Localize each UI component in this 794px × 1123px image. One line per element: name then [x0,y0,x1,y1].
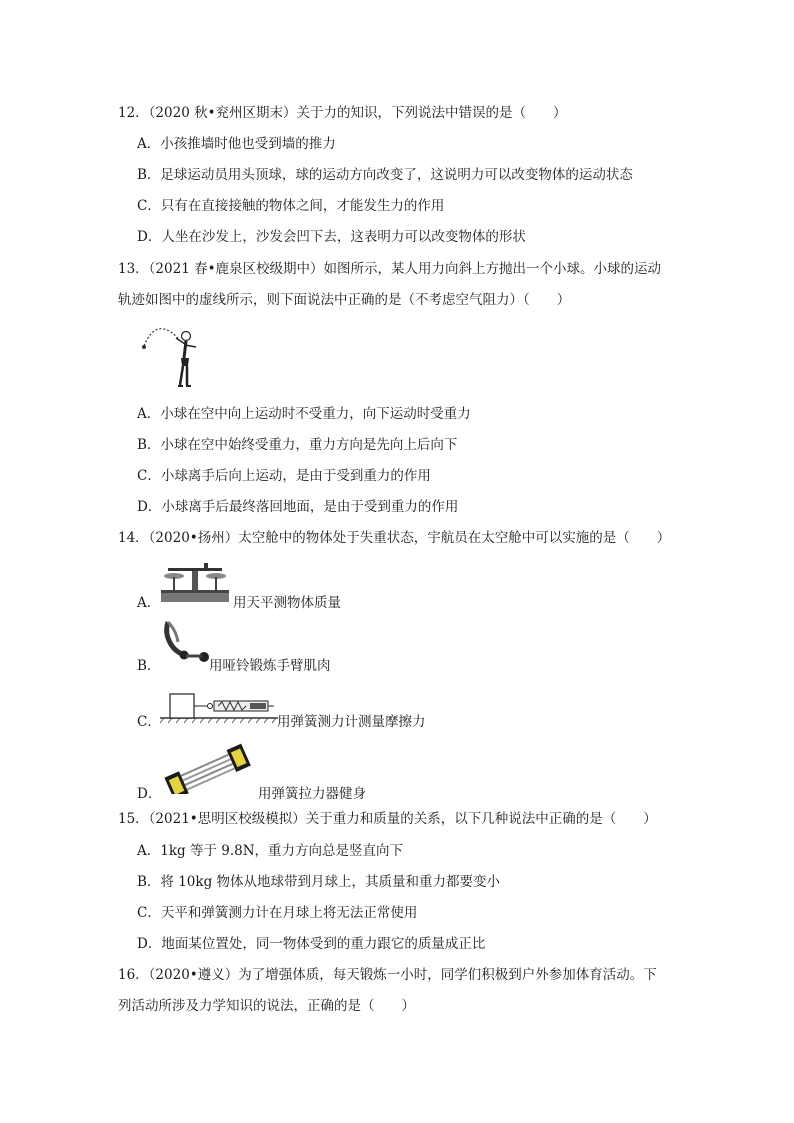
q15-option-a: A．1kg 等于 9.8N，重力方向总是竖直向下 [137,843,404,859]
q14-option-c-text: 用弹簧测力计测量摩擦力 [277,714,426,730]
q12-option-d: D．人坐在沙发上，沙发会凹下去，这表明力可以改变物体的形状 [137,229,526,245]
question-13-stem-line2: 轨迹如图中的虚线所示，则下面说法中正确的是（不考虑空气阻力）（ ） [118,292,571,308]
q14-option-b-letter: B． [137,658,161,674]
q14-option-d-text: 用弹簧拉力器健身 [258,786,366,802]
question-14-stem: 14．（2020•扬州）太空舱中的物体处于失重状态，宇航员在太空舱中可以实施的是（ ） [118,530,671,546]
question-16-stem-line2: 列活动所涉及力学知识的说法，正确的是（ ） [118,998,415,1014]
q15-option-d: D．地面某位置处，同一物体受到的重力跟它的质量成正比 [137,936,486,952]
q14-option-a-text: 用天平测物体质量 [233,595,341,611]
spring-scale-friction-icon [160,688,280,724]
chest-expander-icon [160,742,252,794]
question-16-stem-line1: 16．（2020•遵义）为了增强体质，每天锻炼一小时，同学们积极到户外参加体育活动。下 [118,967,657,983]
question-15-stem: 15．（2021•思明区校级模拟）关于重力和质量的关系，以下几种说法中正确的是（ ） [118,811,657,827]
question-12-stem: 12．（2020 秋•兖州区期末）关于力的知识，下列说法中错误的是（ ） [118,105,567,121]
thrower-figure [142,320,212,390]
q14-option-a-letter: A． [137,595,161,611]
q14-option-d-letter: D． [137,786,162,802]
q13-option-c: C．小球离手后向上运动，是由于受到重力的作用 [137,468,431,484]
question-13-stem-line1: 13．（2021 春•鹿泉区校级期中）如图所示，某人用力向斜上方抛出一个小球。小球的运动 [118,261,662,277]
q12-option-c: C．只有在直接接触的物体之间，才能发生力的作用 [137,198,445,214]
q12-option-a: A．小孩推墙时他也受到墙的推力 [137,136,336,152]
q15-option-c: C．天平和弹簧测力计在月球上将无法正常使用 [137,905,418,921]
q13-option-d: D．小球离手后最终落回地面，是由于受到重力的作用 [137,499,459,515]
q14-option-c-letter: C． [137,714,161,730]
q13-option-a: A．小球在空中向上运动时不受重力，向下运动时受重力 [137,406,471,422]
q13-option-b: B．小球在空中始终受重力，重力方向是先向上后向下 [137,437,458,453]
q14-option-b-text: 用哑铃锻炼手臂肌肉 [209,658,331,674]
balance-scale-icon [160,562,230,604]
q15-option-b: B．将 10kg 物体从地球带到月球上，其质量和重力都要变小 [137,874,501,890]
q12-option-b: B．足球运动员用头顶球，球的运动方向改变了，这说明力可以改变物体的运动状态 [137,167,633,183]
dumbbell-arm-icon [160,620,210,664]
